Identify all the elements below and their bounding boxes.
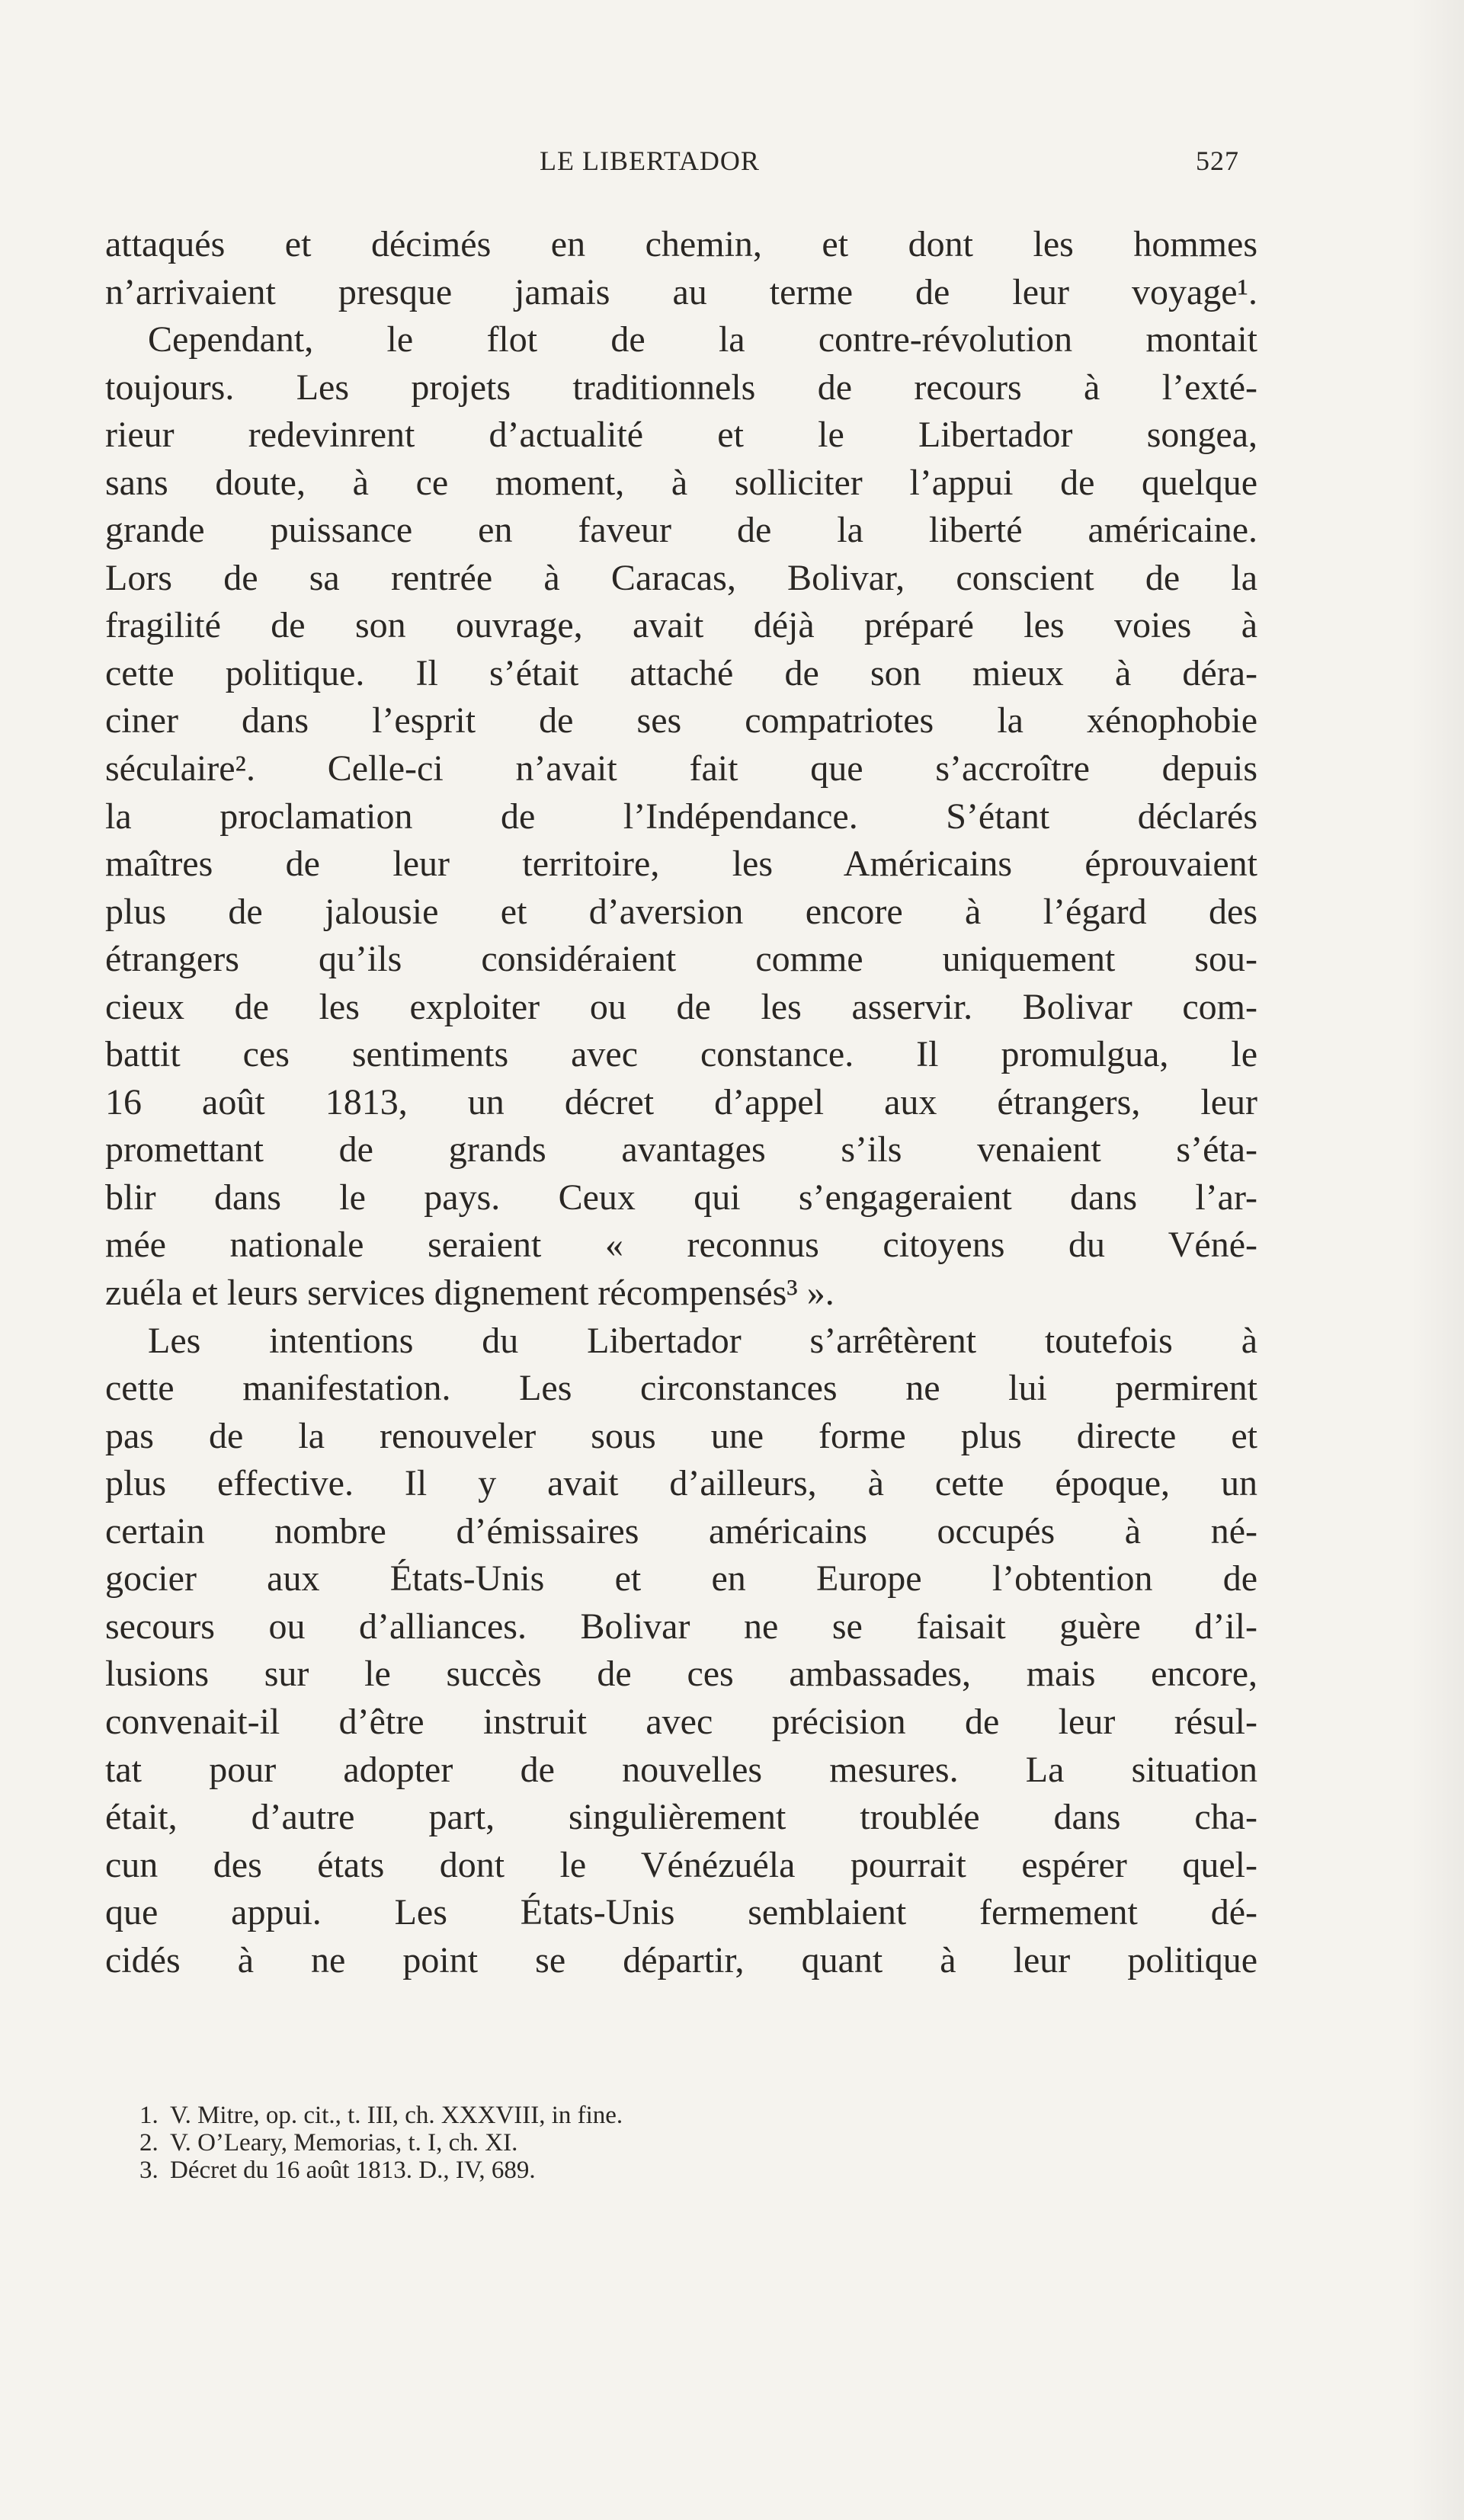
- text-line: la proclamation de l’Indépendance. S’étant déclarés: [105, 796, 1257, 837]
- text-line: zuéla et leurs services dignement récompensés³ ».: [105, 1273, 835, 1314]
- footnote-number: 1.: [139, 2102, 159, 2129]
- footnote-text: V. O’Leary, Memorias, t. I, ch. XI.: [170, 2129, 518, 2157]
- text-line: certain nombre d’émissaires américains occupés à né-: [105, 1510, 1257, 1551]
- text-line: gocier aux États-Unis et en Europe l’obtention de: [105, 1558, 1257, 1599]
- footnote-text: V. Mitre, op. cit., t. III, ch. XXXVIII, in fine.: [170, 2102, 623, 2129]
- text-line: étrangers qu’ils considéraient comme uniquement sou-: [105, 939, 1257, 980]
- text-line: mée nationale seraient « reconnus citoyens du Véné-: [105, 1225, 1257, 1266]
- text-line: lusions sur le succès de ces ambassades, mais encore,: [105, 1654, 1257, 1695]
- page-edge-shadow: [1411, 0, 1464, 2520]
- text-line: maîtres de leur territoire, les Américains éprouvaient: [105, 844, 1257, 885]
- text-line: tat pour adopter de nouvelles mesures. La situation: [105, 1749, 1257, 1790]
- text-line: Les intentions du Libertador s’arrêtèrent toutefois à: [148, 1320, 1257, 1361]
- text-line: toujours. Les projets traditionnels de recours à l’exté-: [105, 367, 1257, 408]
- text-line: promettant de grands avantages s’ils venaient s’éta-: [105, 1129, 1257, 1170]
- text-line: cette manifestation. Les circonstances ne lui permirent: [105, 1368, 1257, 1409]
- text-line: cun des états dont le Vénézuéla pourrait espérer quel-: [105, 1844, 1257, 1885]
- footnote: [139, 2157, 1206, 2184]
- text-line: sans doute, à ce moment, à solliciter l’appui de quelque: [105, 462, 1257, 503]
- footnote-number: 2.: [139, 2129, 159, 2157]
- text-line: Lors de sa rentrée à Caracas, Bolivar, conscient de la: [105, 557, 1257, 598]
- text-line: que appui. Les États-Unis semblaient fermement dé-: [105, 1892, 1257, 1933]
- text-line: cidés à ne point se départir, quant à leur politique: [105, 1939, 1257, 1980]
- text-line: était, d’autre part, singulièrement troublée dans cha-: [105, 1797, 1257, 1838]
- footnote: [139, 2129, 1206, 2157]
- text-line: plus de jalousie et d’aversion encore à l’égard des: [105, 891, 1257, 932]
- running-title: LE LIBERTADOR: [540, 146, 760, 176]
- text-line: convenait-il d’être instruit avec précision de leur résul-: [105, 1701, 1257, 1742]
- text-line: cette politique. Il s’était attaché de son mieux à déra-: [105, 652, 1257, 693]
- body-text: [105, 221, 1257, 1984]
- text-line: rieur redevinrent d’actualité et le Libertador songea,: [105, 415, 1257, 456]
- text-line: battit ces sentiments avec constance. Il promulgua, le: [105, 1034, 1257, 1075]
- text-line: Cependant, le flot de la contre-révolution montait: [148, 319, 1257, 360]
- text-line: plus effective. Il y avait d’ailleurs, à cette époque, un: [105, 1463, 1257, 1504]
- text-line: n’arrivaient presque jamais au terme de leur voyage¹.: [105, 271, 1257, 312]
- text-line: séculaire². Celle-ci n’avait fait que s’accroître depuis: [105, 748, 1257, 789]
- text-line: blir dans le pays. Ceux qui s’engageraient dans l’ar-: [105, 1177, 1257, 1218]
- text-line: cieux de les exploiter ou de les asservir. Bolivar com-: [105, 986, 1257, 1027]
- footnote-text: Décret du 16 août 1813. D., IV, 689.: [170, 2157, 536, 2184]
- text-line: secours ou d’alliances. Bolivar ne se faisait guère d’il-: [105, 1606, 1257, 1647]
- text-line: pas de la renouveler sous une forme plus directe et: [105, 1415, 1257, 1456]
- page-number: 527: [1196, 146, 1239, 176]
- footnote-number: 3.: [139, 2157, 159, 2184]
- text-line: attaqués et décimés en chemin, et dont les hommes: [105, 224, 1257, 264]
- text-line: ciner dans l’esprit de ses compatriotes la xénophobie: [105, 700, 1257, 741]
- text-line: 16 août 1813, un décret d’appel aux étrangers, leur: [105, 1081, 1257, 1122]
- footnotes: [139, 2102, 1206, 2184]
- text-line: grande puissance en faveur de la liberté américaine.: [105, 510, 1257, 551]
- text-line: fragilité de son ouvrage, avait déjà préparé les voies à: [105, 605, 1257, 646]
- footnote: [139, 2102, 1206, 2129]
